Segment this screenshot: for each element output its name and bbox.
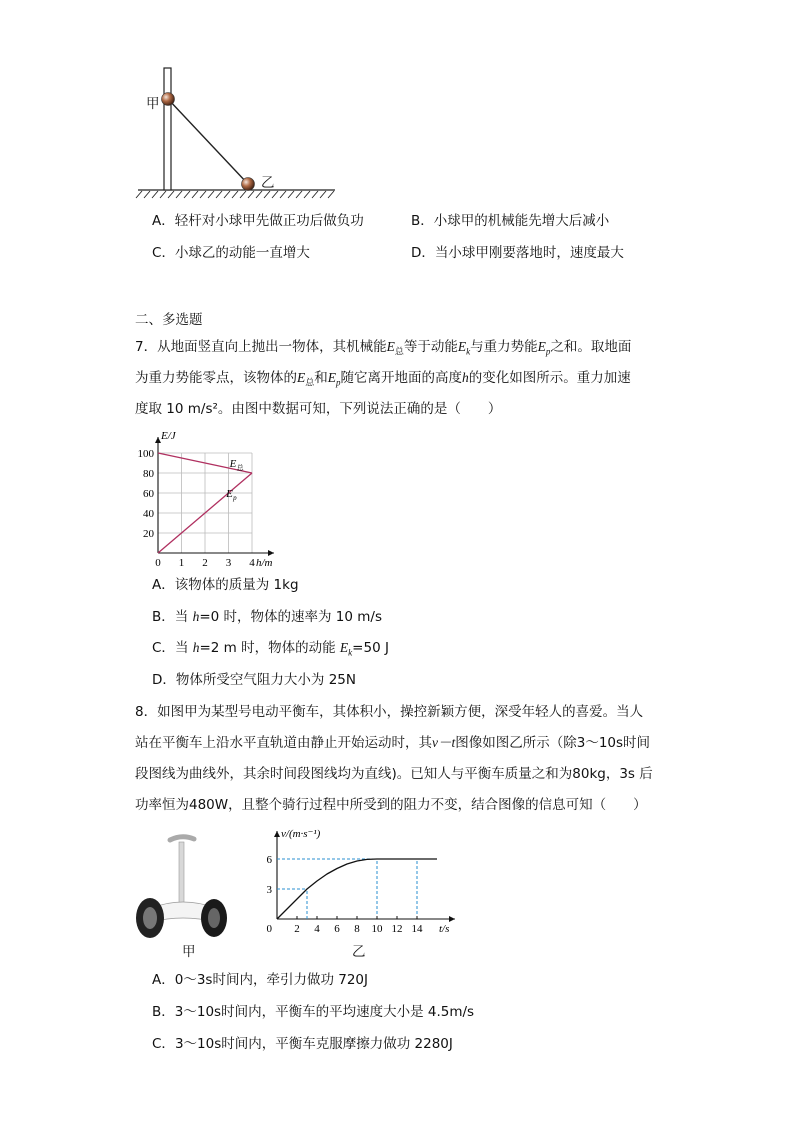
q6-option-d: D．当小球甲刚要落地时，速度最大 xyxy=(411,245,624,261)
q7-option-c: C．当 h=2 m 时，物体的动能 $E_k=50$ J xyxy=(152,640,389,658)
x-axis-label: t/s xyxy=(439,923,450,935)
y-tick-label: 20 xyxy=(143,528,154,540)
q7-option-d: D．物体所受空气阻力大小为 25N xyxy=(152,672,356,688)
ball-jia xyxy=(162,93,175,106)
y-tick-label: 6 xyxy=(266,854,272,866)
q7-line-1: 7．从地面竖直向上抛出一物体，其机械能$E_总$等于动能$E_k$与重力势能$E_p$之和。取地面 xyxy=(135,339,632,358)
y-tick-label: 3 xyxy=(266,884,272,896)
q6-option-b: B．小球甲的机械能先增大后减小 xyxy=(411,213,610,229)
x-tick-label: 4 xyxy=(249,557,255,569)
label-yi: 乙 xyxy=(261,175,275,191)
q8-line-1: 8．如图甲为某型号电动平衡车，其体积小，操控新颖方便，深受年轻人的喜爱。当人 xyxy=(135,704,644,720)
y-axis-arrow xyxy=(274,831,280,837)
series-label-ep-sub: p xyxy=(233,494,237,502)
light-rod xyxy=(168,99,248,184)
q8-number: 8． xyxy=(135,704,158,720)
ground-hatching xyxy=(136,191,334,198)
caption-jia: 甲 xyxy=(182,944,196,960)
q7-energy-chart xyxy=(128,425,298,570)
series-label-e-total: E xyxy=(229,458,237,470)
origin-label: 0 xyxy=(266,923,272,935)
handlebar xyxy=(170,837,194,840)
caption-yi: 乙 xyxy=(352,944,366,960)
q6-option-c: C．小球乙的动能一直增大 xyxy=(152,245,310,261)
ball-yi xyxy=(242,178,255,191)
y-axis-label: E/J xyxy=(161,430,176,442)
q7-line-2: 为重力势能零点，该物体的$E_总$和$E_p$随它离开地面的高度h的变化如图所示。重力加速 xyxy=(135,370,631,389)
x-tick-label: 8 xyxy=(354,923,360,935)
q6-figure xyxy=(130,60,350,200)
q8-line-4: 功率恒为480W，且整个骑行过程中所受到的阻力不变，结合图像的信息可知（ ） xyxy=(135,797,647,813)
q8-option-b: B．3～10s时间内，平衡车的平均速度大小是 4.5m/s xyxy=(152,1004,475,1020)
x-tick-label: 6 xyxy=(334,923,340,935)
q6-option-a: A．轻杆对小球甲先做正功后做负功 xyxy=(152,213,364,229)
y-tick-label: 80 xyxy=(143,468,154,480)
x-axis-arrow xyxy=(449,916,455,922)
x-tick-label: 2 xyxy=(294,923,300,935)
x-tick-label: 3 xyxy=(225,557,232,569)
y-tick-label: 40 xyxy=(143,508,154,520)
balance-scooter-illustration xyxy=(130,830,235,945)
x-tick-label: 10 xyxy=(371,923,383,935)
steering-column xyxy=(179,842,184,904)
x-tick-label: 12 xyxy=(391,923,403,935)
label-jia: 甲 xyxy=(146,96,160,112)
series-label-ep: E xyxy=(226,488,233,500)
q8-line-2: 站在平衡车上沿水平直轨道由静止开始运动时，其v－t图像如图乙所示（除3～10s时间 xyxy=(135,735,651,751)
q7-line-3: 度取 10 m/s²。由图中数据可知，下列说法正确的是（ ） xyxy=(135,401,502,417)
y-axis-label: v/(m·s⁻¹) xyxy=(281,828,321,840)
q8-vt-chart xyxy=(255,825,460,940)
x-axis-arrow xyxy=(268,550,274,556)
x-tick-label: 0 xyxy=(155,557,161,569)
x-tick-label: 4 xyxy=(314,923,320,935)
vt-series-line xyxy=(277,859,437,919)
section-title: 二、多选题 xyxy=(135,312,203,328)
q8-option-a: A．0～3s时间内，牵引力做功 720J xyxy=(152,972,369,988)
q7-option-b: B．当 h=0 时，物体的速率为 10 m/s xyxy=(152,609,382,625)
x-tick-label: 14 xyxy=(411,923,423,935)
series-label-e-total-sub: 总 xyxy=(236,464,244,472)
q7-option-a: A．该物体的质量为 1kg xyxy=(152,577,299,593)
x-tick-label: 2 xyxy=(202,557,208,569)
x-axis-label: h/m xyxy=(256,557,273,569)
y-tick-label: 60 xyxy=(143,488,154,500)
x-tick-label: 1 xyxy=(178,557,185,569)
q8-option-c: C．3～10s时间内，平衡车克服摩擦力做功 2280J xyxy=(152,1036,453,1052)
q7-number: 7． xyxy=(135,339,158,355)
vertical-wall xyxy=(164,68,171,190)
y-tick-label: 100 xyxy=(137,448,154,460)
q8-line-3: 段图线为曲线外，其余时间段图线均为直线)。已知人与平衡车质量之和为80kg，3s 后 xyxy=(135,766,653,782)
